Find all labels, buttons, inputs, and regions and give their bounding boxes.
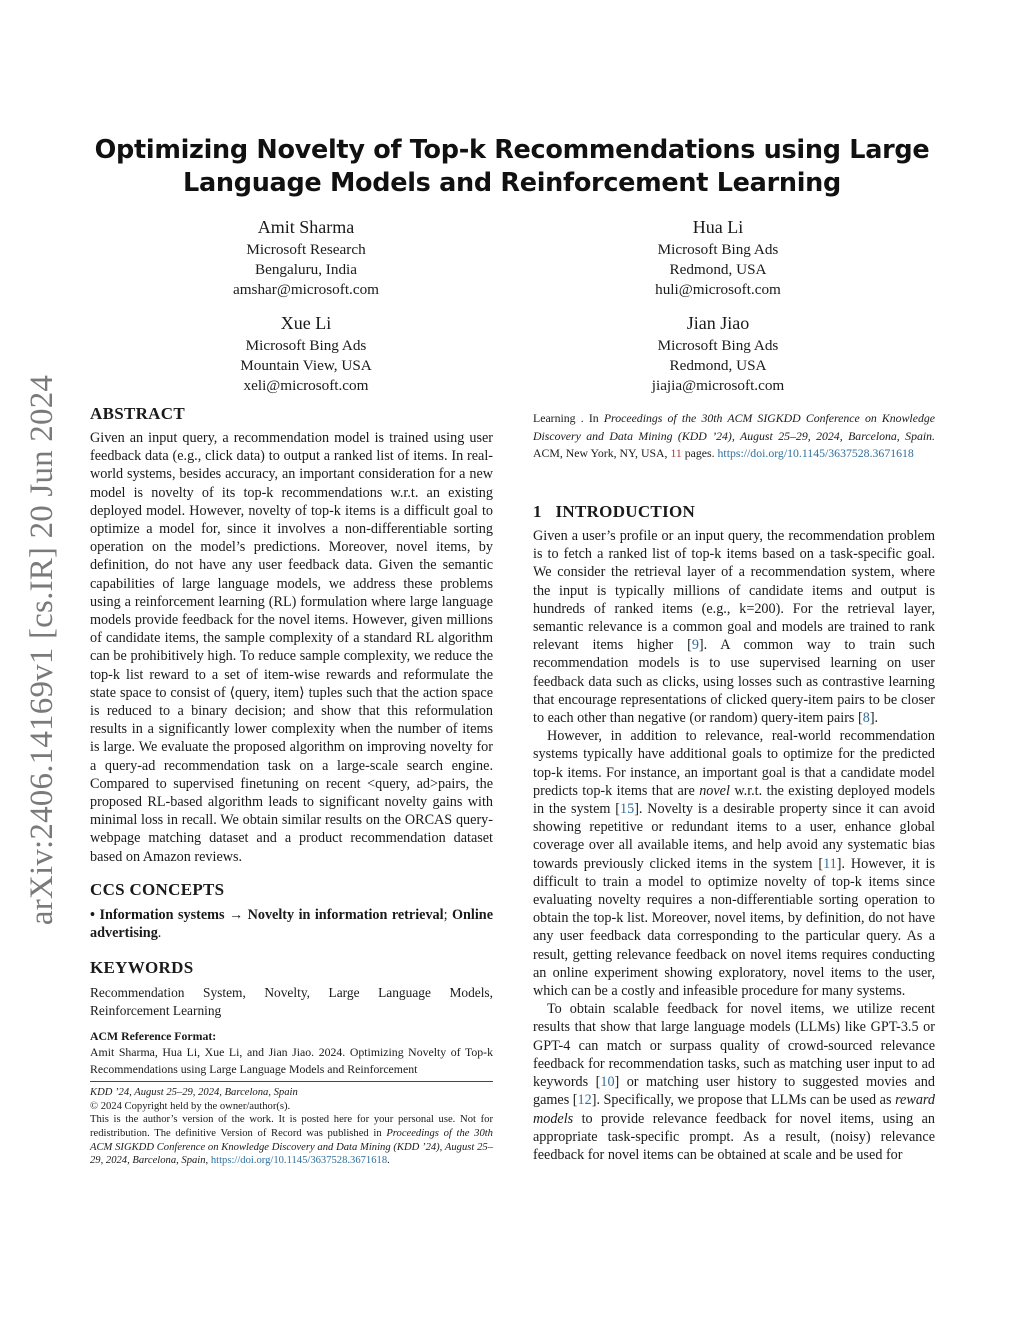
footnote-copyright: © 2024 Copyright held by the owner/author(s). xyxy=(90,1100,291,1112)
author-name: Amit Sharma xyxy=(257,217,355,237)
notice-separator: , xyxy=(205,1155,211,1167)
notice-proceedings: Proceedings of the 30th ACM SIGKDD Conference on Knowledge Discovery and Data Mining (KDD ’24), August 25–29, 2024, Barcelona, Spain xyxy=(90,1128,493,1167)
ref-publisher: ACM, New York, NY, USA, xyxy=(533,446,671,460)
ref-pages-suffix: pages. xyxy=(681,446,718,460)
text-run: ] or matching user history to suggested movies and games [ xyxy=(533,1074,935,1109)
author-email[interactable]: amshar@microsoft.com xyxy=(233,281,379,298)
footnote-venue: KDD ’24, August 25–29, 2024, Barcelona, Spain xyxy=(90,1087,298,1099)
author-block xyxy=(568,216,868,300)
text-run: ]. Novelty is a desirable property since it can avoid showing repetitive or redundant items to a user, enhance global coverage over all available items, and help avoid any systematic bias towards previously clicked items in the system [ xyxy=(533,801,935,872)
paper-title xyxy=(90,134,934,200)
ccs-end: . xyxy=(157,925,162,942)
ccs-concepts xyxy=(90,906,493,942)
author-affiliation: Microsoft Research xyxy=(246,241,366,258)
text-run: ]. xyxy=(869,710,879,727)
author-affiliation: Microsoft Bing Ads xyxy=(245,337,367,354)
citation-link[interactable]: 10 xyxy=(600,1074,615,1091)
author-location: Bengaluru, India xyxy=(254,261,358,278)
ccs-concept: Information systems → Novelty in information retrieval xyxy=(99,906,444,923)
keywords-heading: KEYWORDS xyxy=(90,958,194,978)
text-run: ]. A common way to train such recommendation models is to use supervised learning on user feedback data such as clicks, using losses such as contrastive learning that encourage representations of clicked query-item pairs to be closer to each other than negative (or random) query-item pairs [ xyxy=(533,637,935,727)
citation-link[interactable]: 8 xyxy=(862,710,870,727)
ref-doi-link[interactable]: https://doi.org/10.1145/3637528.3671618 xyxy=(717,446,914,460)
author-location: Redmond, USA xyxy=(669,261,767,278)
emphasis-text: reward models xyxy=(533,1092,935,1127)
ccs-separator: ; xyxy=(443,906,448,923)
author-affiliation: Microsoft Bing Ads xyxy=(657,241,779,258)
acm-reference-heading: ACM Reference Format: xyxy=(90,1029,217,1044)
left-column xyxy=(90,404,493,1168)
acm-reference-continued xyxy=(533,410,935,463)
author-block xyxy=(568,312,868,396)
text-run: To obtain scalable feedback for novel items, we utilize recent results that show that large language models (LLMs) like GPT-3.5 or GPT-4 can match or surpass quality of crowd-sourced relevance feedback for recommendation tasks, such as matching user input to ad keywords [ xyxy=(533,1001,935,1091)
author-location: Mountain View, USA xyxy=(240,357,372,374)
author-email[interactable]: xeli@microsoft.com xyxy=(243,377,369,394)
author-affiliation: Microsoft Bing Ads xyxy=(657,337,779,354)
footnote-divider xyxy=(90,1081,493,1082)
ccs-bullet: • xyxy=(90,906,95,923)
footnote-doi-link[interactable]: https://doi.org/10.1145/3637528.3671618 xyxy=(210,1155,388,1167)
acm-reference-text: Amit Sharma, Hua Li, Xue Li, and Jian Jiao. 2024. Optimizing Novelty of Top-k Recommendations using Large Language Models and Reinforcement xyxy=(90,1045,493,1076)
intro-paragraph-1 xyxy=(533,527,935,727)
author-name: Jian Jiao xyxy=(686,313,750,333)
notice-text: This is the author’s version of the work. It is posted here for your personal use. Not for redistribution. The definitive Version of Record was published in xyxy=(90,1114,493,1140)
abstract-heading: ABSTRACT xyxy=(90,404,185,423)
citation-link[interactable]: 12 xyxy=(577,1092,592,1109)
ref-prefix: Learning . In xyxy=(533,411,604,425)
text-run: ]. However, it is difficult to train a model to optimize novelty of top-k items since evaluating novelty requires a non-differentiable sorting operation to obtain the top-k list. Moreover, novel items, by definition, do not have any user feedback data corresponding to the particular query. As a result, getting relevance feedback on novel items requires conducting an online experiment showing exploratory, novel items to the user, which can be a costly and infeasible procedure for many systems. xyxy=(533,855,935,1000)
acm-reference-continued-text xyxy=(533,410,935,463)
text-run: However, in addition to relevance, real-world recommendation systems typically have additional goals to optimize for the predicted top-k items. For instance, an important goal is that a candidate model predicts top-k items that are xyxy=(533,728,935,799)
ref-pages[interactable]: 11 xyxy=(670,446,682,460)
arxiv-identifier: arXiv:2406.14169v1 [cs.IR] 20 Jun 2024 xyxy=(24,374,60,926)
ccs-heading: CCS CONCEPTS xyxy=(90,879,225,899)
author-email[interactable]: huli@microsoft.com xyxy=(655,281,781,298)
ccs-concept: Online advertising xyxy=(90,906,493,942)
author-name: Hua Li xyxy=(692,217,744,237)
title-line-2: Language Models and Reinforcement Learning xyxy=(183,168,841,198)
title-line-1: Optimizing Novelty of Top-k Recommendations using Large xyxy=(94,135,930,165)
author-block xyxy=(156,312,456,396)
ref-proceedings: Proceedings of the 30th ACM SIGKDD Conference on Knowledge Discovery and Data Mining (KDD ’24), August 25–29, 2024, Barcelona, Spain. xyxy=(533,411,935,443)
introduction-section xyxy=(533,502,935,1164)
author-block xyxy=(156,216,456,300)
text-run: to provide relevance feedback for novel items, using an appropriate task-specific prompt. As a result, (noisy) relevance feedback for novel items can be obtained at scale and be used for xyxy=(533,1110,935,1163)
citation-link[interactable]: 15 xyxy=(620,801,635,818)
text-run: w.r.t. the existing deployed models in the system [ xyxy=(533,782,935,818)
footnote-notice xyxy=(90,1113,493,1167)
author-name: Xue Li xyxy=(280,313,332,333)
notice-end: . xyxy=(387,1155,390,1167)
text-run: ]. Specifically, we propose that LLMs can be used as xyxy=(591,1092,896,1109)
text-run: Given a user’s profile or an input query, the recommendation problem is to fetch a ranked list of top-k items based on a task-specific goal. We consider the retrieval layer of a recommendation system, where the input is typically millions of candidate items and output is hundreds of ranked items (e.g., k=200). For the retrieval layer, semantic relevance is a common goal and models are trained to rank relevant items higher [ xyxy=(533,528,935,654)
intro-paragraph-3 xyxy=(533,1000,935,1164)
author-location: Redmond, USA xyxy=(669,357,767,374)
citation-link[interactable]: 9 xyxy=(691,637,699,654)
section-number: 1 xyxy=(533,502,542,521)
section-title: INTRODUCTION xyxy=(555,502,696,521)
introduction-heading xyxy=(533,502,935,522)
intro-paragraph-2 xyxy=(533,727,935,1000)
author-email[interactable]: jiajia@microsoft.com xyxy=(651,377,785,394)
emphasis-text: novel xyxy=(699,782,730,799)
abstract-text: Given an input query, a recommendation model is trained using user feedback data (e.g., click data) to output a ranked list of items. In real-world systems, besides accuracy, an important consideration for a new model is novelty of its top-k recommendations w.r.t. an existing deployed model. However, novelty of top-k items is a difficult goal to optimize a model for, since it involves a non-differentiable sorting operation on the model’s predictions. Moreover, novel items, by definition, do not have any user feedback data. Given the semantic capabilities of large language models, we address these problems using a reinforcement learning (RL) formulation where large language models provide feedback for the novel items. However, given millions of candidate items, the sample complexity of a standard RL algorithm can be prohibitively high. To reduce sample complexity, we reduce the top-k list reward to a set of item-wise rewards and reformulate the state space to consist of ⟨query, item⟩ tuples such that the action space is reduced to a binary decision; and show that this reformulation results in a significantly lower complexity when the number of items is large. We evaluate the proposed algorithm on improving novelty for a query-ad recommendation task on a large-scale search engine. Compared to supervised finetuning on recent <query, ad>pairs, the proposed RL-based algorithm leads to significant novelty gains with minimal loss in recall. We obtain similar results on the ORCAS query-webpage matching dataset and a product recommendation dataset based on Amazon reviews. xyxy=(90,430,493,865)
citation-link[interactable]: 11 xyxy=(823,855,837,872)
keywords-text: Recommendation System, Novelty, Large Language Models, Reinforcement Learning xyxy=(90,985,493,1019)
